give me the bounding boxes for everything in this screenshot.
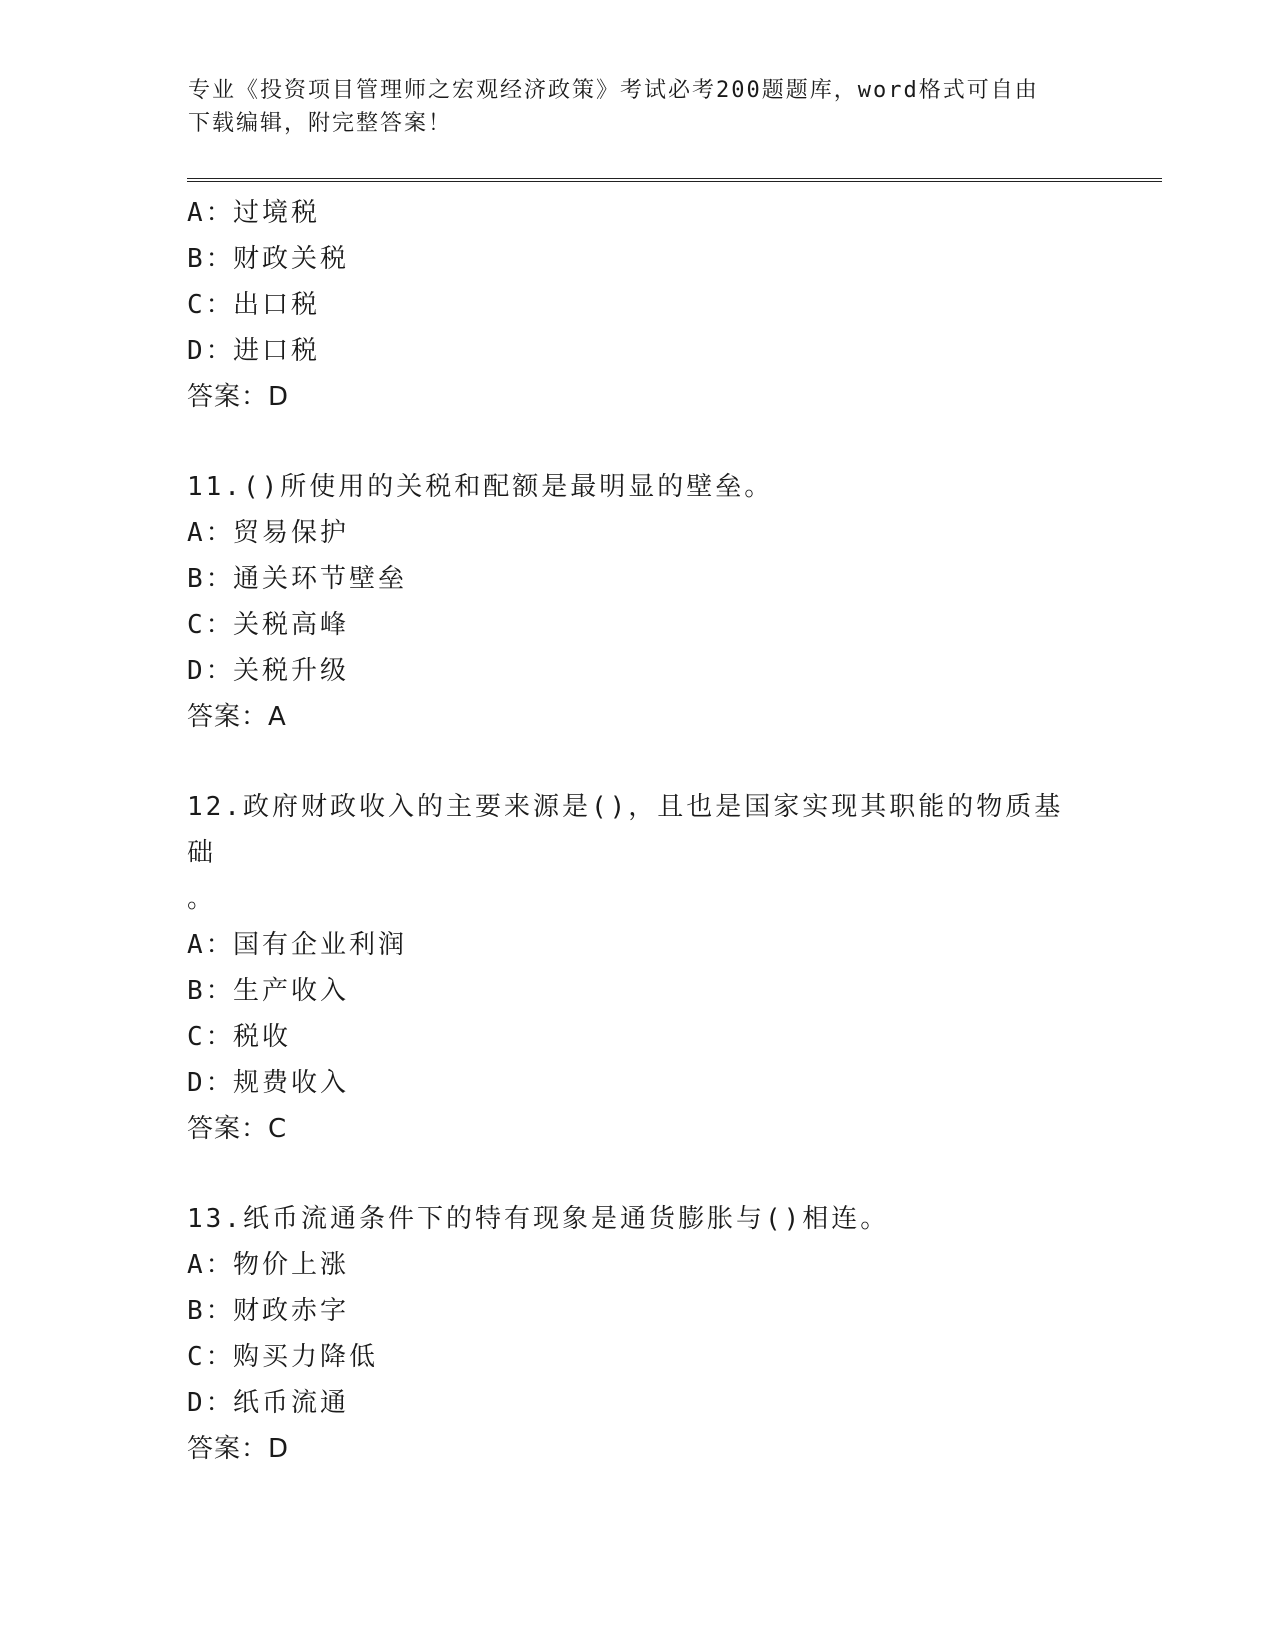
option-text: 进口税 — [233, 336, 321, 366]
document-header — [188, 74, 1088, 140]
option-text: 过境税 — [233, 198, 321, 228]
option-label: C： — [187, 1022, 235, 1052]
option-label: B： — [187, 1296, 235, 1326]
question-block-partial — [187, 190, 1087, 420]
option-text: 纸币流通 — [233, 1388, 350, 1418]
header-divider — [187, 178, 1162, 182]
option-label: C： — [187, 1342, 235, 1372]
option-a — [187, 1242, 1087, 1288]
question-list — [187, 190, 1087, 1472]
option-text: 生产收入 — [233, 976, 350, 1006]
question-stem: 11.()所使用的关税和配额是最明显的壁垒。 — [187, 472, 774, 502]
option-text: 税收 — [233, 1022, 292, 1052]
option-b — [187, 236, 1087, 282]
option-text: 国有企业利润 — [233, 930, 408, 960]
option-text: 关税高峰 — [233, 610, 350, 640]
option-d — [187, 648, 1087, 694]
option-label: D： — [187, 656, 235, 686]
option-label: C： — [187, 290, 235, 320]
option-label: B： — [187, 976, 235, 1006]
option-text: 财政赤字 — [233, 1296, 350, 1326]
option-d — [187, 1380, 1087, 1426]
option-text: 关税升级 — [233, 656, 350, 686]
option-label: B： — [187, 564, 235, 594]
question-stem: 13.纸币流通条件下的特有现象是通货膨胀与()相连。 — [187, 1204, 890, 1234]
option-text: 物价上涨 — [233, 1250, 350, 1280]
option-b — [187, 968, 1087, 1014]
option-label: A： — [187, 518, 235, 548]
option-label: A： — [187, 930, 235, 960]
option-a — [187, 922, 1087, 968]
option-c — [187, 602, 1087, 648]
option-text: 贸易保护 — [233, 518, 350, 548]
option-text: 财政关税 — [233, 244, 350, 274]
option-b — [187, 1288, 1087, 1334]
header-line-2: 下载编辑，附完整答案！ — [188, 111, 453, 136]
option-c — [187, 1014, 1087, 1060]
option-text: 通关环节壁垒 — [233, 564, 408, 594]
answer-line: 答案：D — [187, 382, 290, 412]
option-c — [187, 282, 1087, 328]
header-line-1: 专业《投资项目管理师之宏观经济政策》考试必考200题题库，word格式可自由 — [188, 78, 1039, 103]
answer-line: 答案：A — [187, 702, 287, 732]
option-text: 规费收入 — [233, 1068, 350, 1098]
option-label: C： — [187, 610, 235, 640]
question-block-13 — [187, 1196, 1087, 1472]
question-block-12 — [187, 784, 1087, 1152]
option-label: A： — [187, 1250, 235, 1280]
question-block-11 — [187, 464, 1087, 740]
option-label: A： — [187, 198, 235, 228]
option-a — [187, 510, 1087, 556]
option-label: D： — [187, 336, 235, 366]
option-d — [187, 328, 1087, 374]
option-d — [187, 1060, 1087, 1106]
option-label: D： — [187, 1388, 235, 1418]
option-a — [187, 190, 1087, 236]
option-label: D： — [187, 1068, 235, 1098]
option-label: B： — [187, 244, 235, 274]
option-c — [187, 1334, 1087, 1380]
option-text: 购买力降低 — [233, 1342, 379, 1372]
answer-line: 答案：D — [187, 1434, 290, 1464]
question-stem-continuation: 。 — [187, 884, 217, 914]
answer-line: 答案：C — [187, 1114, 288, 1144]
option-b — [187, 556, 1087, 602]
option-text: 出口税 — [233, 290, 321, 320]
question-stem: 12.政府财政收入的主要来源是()，且也是国家实现其职能的物质基础 — [187, 792, 1064, 868]
